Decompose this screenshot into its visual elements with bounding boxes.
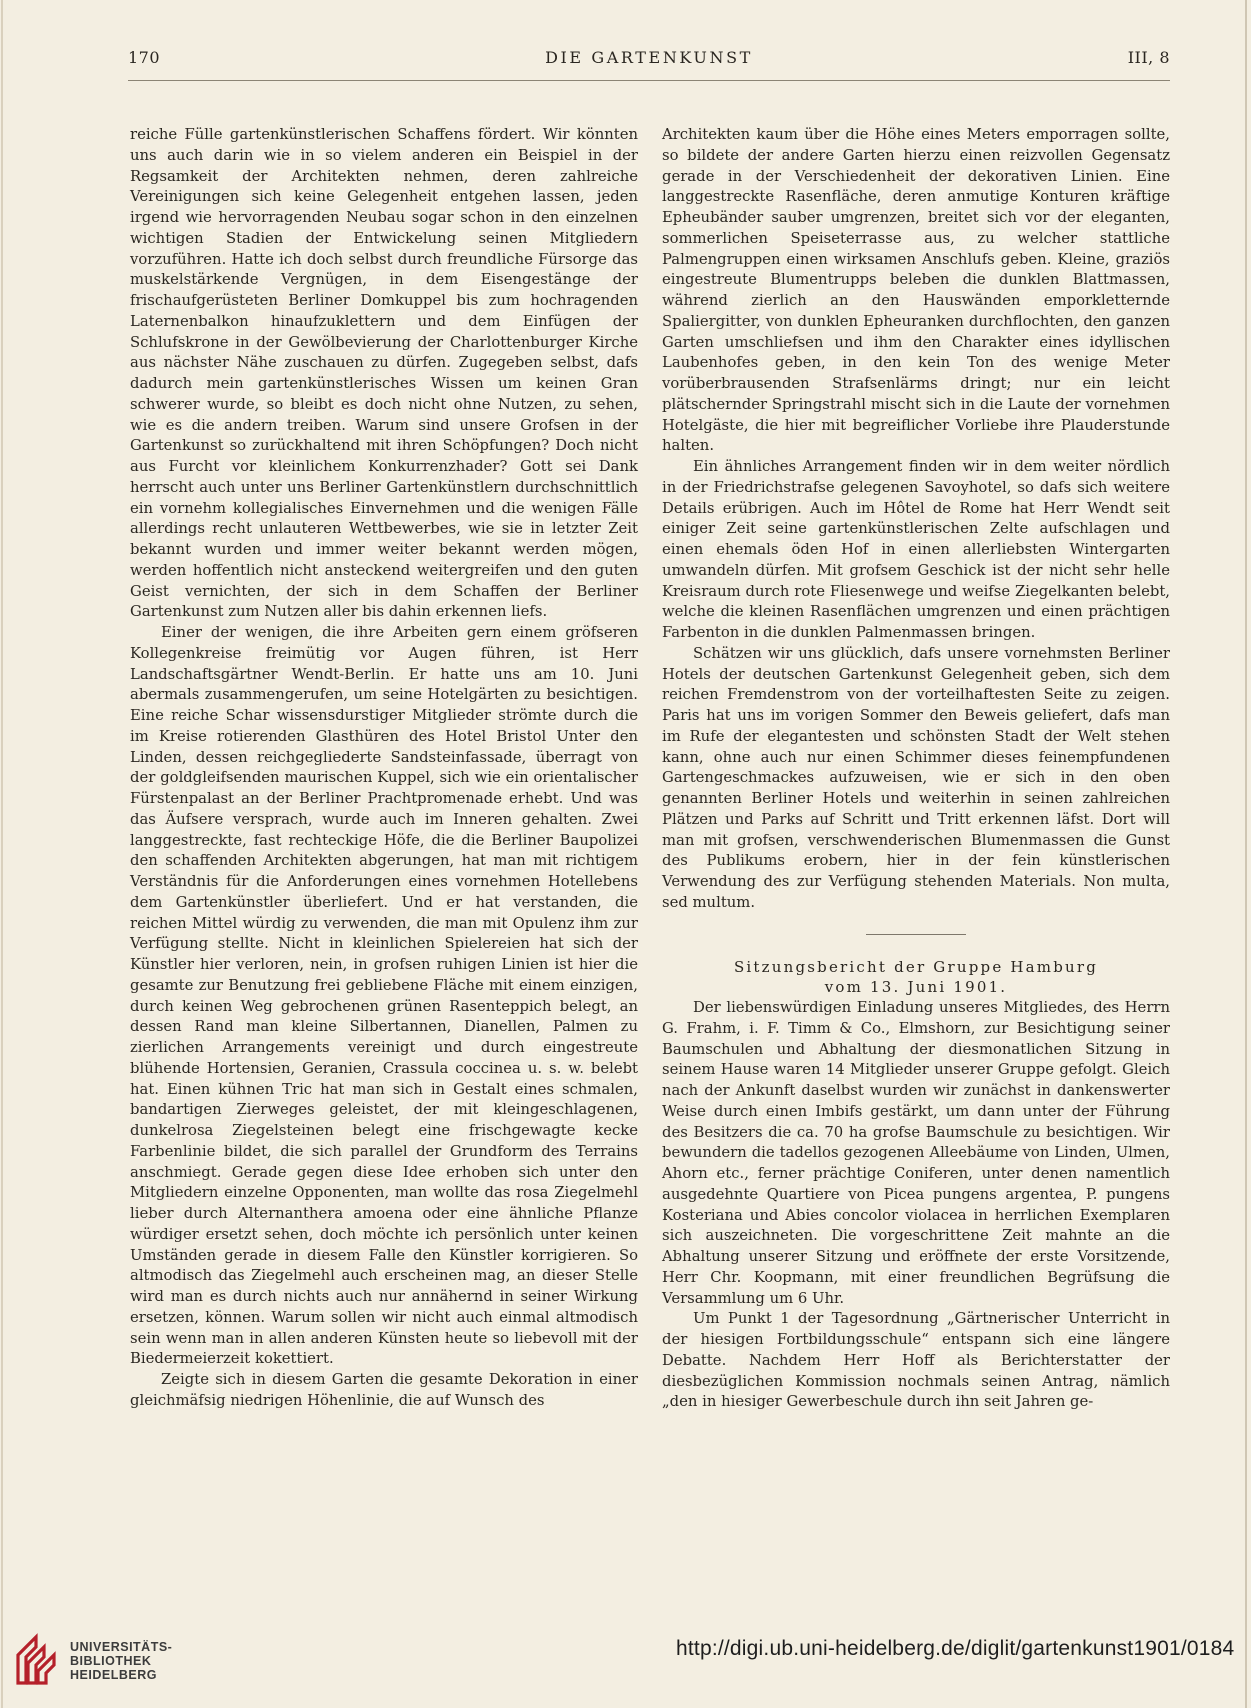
paragraph: Zeigte sich in diesem Garten die gesamte Dekoration in einer gleichmäfsig niedrigen Höhenlinie, die auf Wunsch des: [130, 1371, 638, 1409]
paragraph: Schätzen wir uns glücklich, dafs unsere vornehmsten Berliner Hotels der deutschen Gartenkunst Gelegenheit geben, sich dem reichen Fremdenstrom von der vorteilhaftesten Seite zu zeigen. Paris hat uns im vorigen Sommer den Beweis geliefert, dafs man im Rufe der elegantesten und schönsten Stadt der Welt stehen kann, ohne auch nur einen Schimmer dieses feinempfundenen Gartengeschmackes aufzuweisen, wie er sich in den oben genannten Berliner Hotels und weiterhin in seinen zahlreichen Plätzen und Parks auf Schritt und Tritt erkennen läfst. Dort will man mit grofsen, verschwenderischen Blumenmassen die Gunst des Publikums erobern, hier in der fein künstlerischen Verwendung des zur Verfügung stehenden Materials. Non multa, sed multum.: [662, 644, 1170, 911]
library-name: [70, 1640, 172, 1682]
paragraph: Einer der wenigen, die ihre Arbeiten gern einem gröfseren Kollegenkreise freimütig vor Augen führen, ist Herr Landschaftsgärtner Wendt-Berlin. Er hatte uns am 10. Juni abermals zusammengerufen, um seine Hotelgärten zu besichtigen. Eine reiche Schar wissensdurstiger Mitglieder strömte durch die im Kreise rotierenden Glasthüren des Hotel Bristol Unter den Linden, dessen reichgegliederte Sandsteinfassade, überragt von der goldgleifsenden maurischen Kuppel, sich wie ein orientalischer Fürstenpalast an der Berliner Prachtpromenade erhebt. Und was das Äufsere versprach, wurde auch im Inneren gehalten. Zwei langgestreckte, fast rechteckige Höfe, die die Berliner Baupolizei den schaffenden Architekten abgerungen, hat man mit richtigem Verständnis für die Anforderungen eines vornehmen Hotellebens dem Gartenkünstler überliefert. Und er hat verstanden, die reichen Mittel würdig zu verwenden, die man mit Opulenz ihm zur Verfügung stellte. Nicht in kleinlichen Spielereien hat sich der Künstler hier verloren, nein, in grofsen ruhigen Linien ist hier die gesamte zur Benutzung frei gebliebene Fläche mit einem einzigen, durch keinen Weg gebrochenen grünen Rasenteppich belegt, an dessen Rand man kleine Silbertannen, Dianellen, Palmen zu zierlichen Arrangements vereinigt und durch eingestreute blühende Hortensien, Geranien, Crassula coccinea u. s. w. belebt hat. Einen kühnen Tric hat man sich in Gestalt eines schmalen, bandartigen Zierweges geleistet, der mit kleingeschlagenen, dunkelrosa Ziegelsteinen belegt eine frischgewagte kecke Farbenlinie bildet, die sich parallel der Grundform des Terrains anschmiegt. Gerade gegen diese Idee erhoben sich unter den Mitgliedern einzelne Opponenten, man wollte das rosa Ziegelmehl lieber durch Alternanthera amoena oder eine ähnliche Pflanze würdiger ersetzt sehen, doch möchte ich persönlich unter keinen Umständen gerade in diesem Falle den Künstler korrigieren. So altmodisch das Ziegelmehl auch erscheinen mag, an dieser Stelle wird man es durch nichts auch nur annähernd in seiner Wirkung ersetzen, können. Warum sollen wir nicht auch einmal altmodisch sein wenn man in allen anderen Künsten heute so liebevoll mit der Biedermeierzeit kokettiert.: [130, 624, 638, 1368]
issue-number: III, 8: [1127, 48, 1170, 67]
library-name-line: UNIVERSITÄTS-: [70, 1640, 173, 1654]
running-header: [128, 48, 1170, 74]
library-name-line: HEIDELBERG: [70, 1668, 157, 1682]
page-number: 170: [128, 48, 161, 67]
section-separator: [866, 934, 966, 935]
paragraph: Ein ähnliches Arrangement finden wir in dem weiter nördlich in der Friedrichstrafse gelegenen Savoyhotel, so dafs sich weitere Details erübrigen. Auch im Hôtel de Rome hat Herr Wendt seit einiger Zeit seine gartenkünstlerischen Zelte aufschlagen und einen ehemals öden Hof in einen allerliebsten Wintergarten umwandeln dürfen. Mit grofsem Geschick ist der nicht sehr helle Kreisraum durch rote Fliesenwege und weifse Ziegelkanten belebt, welche die kleinen Rasenflächen umgrenzen und einen prächtigen Farbenton in die dunklen Palmenmassen bringen.: [662, 458, 1170, 641]
journal-title: DIE GARTENKUNST: [545, 48, 753, 67]
paragraph: Um Punkt 1 der Tagesordnung „Gärtnerischer Unterricht in der hiesigen Fortbildungsschule“ entspann sich eine längere Debatte. Nachdem Herr Hoff als Berichterstatter der diesbezüglichen Kommission nochmals seinen Antrag, nämlich „den in hiesiger Gewerbeschule durch ihn seit Jahren ge-: [662, 1310, 1170, 1411]
header-rule: [128, 80, 1170, 81]
page-edge-left: [1, 0, 3, 1708]
library-name-line: BIBLIOTHEK: [70, 1654, 152, 1668]
section-title: Sitzungsbericht der Gruppe Hamburg: [733, 957, 1099, 976]
paragraph: Architekten kaum über die Höhe eines Meters emporragen sollte, so bildete der andere Garten hierzu einen reizvollen Gegensatz gerade in der Verschiedenheit der dekorativen Linien. Eine langgestreckte Rasenfläche, deren anmutige Konturen kräftige Epheubänder sauber umgrenzen, breitet sich vor der eleganten, sommerlichen Speiseterrasse aus, zu welcher stattliche Palmengruppen einen wirksamen Anschlufs geben. Kleine, graziös eingestreute Blumentrupps beleben die dunklen Blattmassen, während zierlich an den Hauswänden emporkletternde Spaliergitter, von dunklen Epheuranken durchflochten, den ganzen Garten umschliefsen und ihm den Charakter eines idyllischen Laubenhofes geben, in den kein Ton des wenige Meter vorüberbrausenden Strafsenlärms dringt; nur ein leicht plätschernder Springstrahl mischt sich in die Laute der vornehmen Hotelgäste, die hier mit begreiflicher Vorliebe ihre Plauderstunde halten.: [662, 126, 1170, 455]
section-date: vom 13. Juni 1901.: [824, 978, 1008, 997]
page-edge-right: [1245, 0, 1247, 1708]
source-url-link[interactable]: http://digi.ub.uni-heidelberg.de/diglit/gartenkunst1901/0184: [676, 1637, 1235, 1660]
paragraph: Der liebenswürdigen Einladung unseres Mitgliedes, des Herrn G. Frahm, i. F. Timm & Co., Elmshorn, zur Besichtigung seiner Baumschulen und Abhaltung der diesmonatlichen Sitzung in seinem Hause waren 14 Mitglieder unserer Gruppe gefolgt. Gleich nach der Ankunft daselbst wurden wir zunächst in dankenswerter Weise durch einen Imbifs gestärkt, um dann unter der Führung des Besitzers die ca. 70 ha grofse Baumschule zu besichtigen. Wir bewundern die tadellos gezogenen Alleebäume von Linden, Ulmen, Ahorn etc., ferner prächtige Coniferen, unter denen namentlich ausgedehnte Quartiere von Picea pungens argentea, P. pungens Kosteriana und Abies concolor violacea in herrlichen Exemplaren sich auszeichneten. Die vorgeschrittene Zeit mahnte an die Abhaltung unserer Sitzung und eröffnete der erste Vorsitzende, Herr Chr. Koopmann, mit einer freundlichen Begrüfsung die Versammlung um 6 Uhr.: [662, 999, 1170, 1307]
left-column: [130, 125, 638, 1412]
paragraph: reiche Fülle gartenkünstlerischen Schaffens fördert. Wir könnten uns auch darin wie in so vielem anderen ein Beispiel in der Regsamkeit der Architekten nehmen, deren zahlreiche Vereinigungen sich keine Gelegenheit entgehen lassen, jeden irgend wie hervorragenden Neubau sogar schon in den einzelnen wichtigen Stadien der Entwickelung seinen Mitgliedern vorzuführen. Hatte ich doch selbst durch freundliche Fürsorge das muskelstärkende Vergnügen, in dem Eisengestänge der frischaufgerüsteten Berliner Domkuppel bis zum hochragenden Laternenbalkon hinaufzuklettern und dem Einfügen der Schlufskrone in der Gewölbevierung der Charlottenburger Kirche aus nächster Nähe zuschauen zu dürfen. Zugegeben selbst, dafs dadurch mein gartenkünstlerisches Wissen um keinen Gran schwerer wurde, so bleibt es doch nicht ohne Nutzen, zu sehen, wie es die andern treiben. Warum sind unsere Grofsen in der Gartenkunst so zurückhaltend mit ihren Schöpfungen? Doch nicht aus Furcht vor kleinlichem Konkurrenzhader? Gott sei Dank herrscht auch unter uns Berliner Gartenkünstlern durchschnittlich ein vornehm kollegialisches Einvernehmen und die wenigen Fälle allerdings recht unlauteren Wettbewerbes, wie sie in letzter Zeit bekannt wurden und immer weiter bekannt werden mögen, werden hoffentlich nicht ansteckend weitergreifen und den guten Geist vernichten, der sich in dem Schaffen der Berliner Gartenkunst zum Nutzen aller bis dahin erkennen liefs.: [130, 126, 638, 621]
right-column: [662, 125, 1170, 1413]
library-logo-icon: [14, 1633, 62, 1687]
